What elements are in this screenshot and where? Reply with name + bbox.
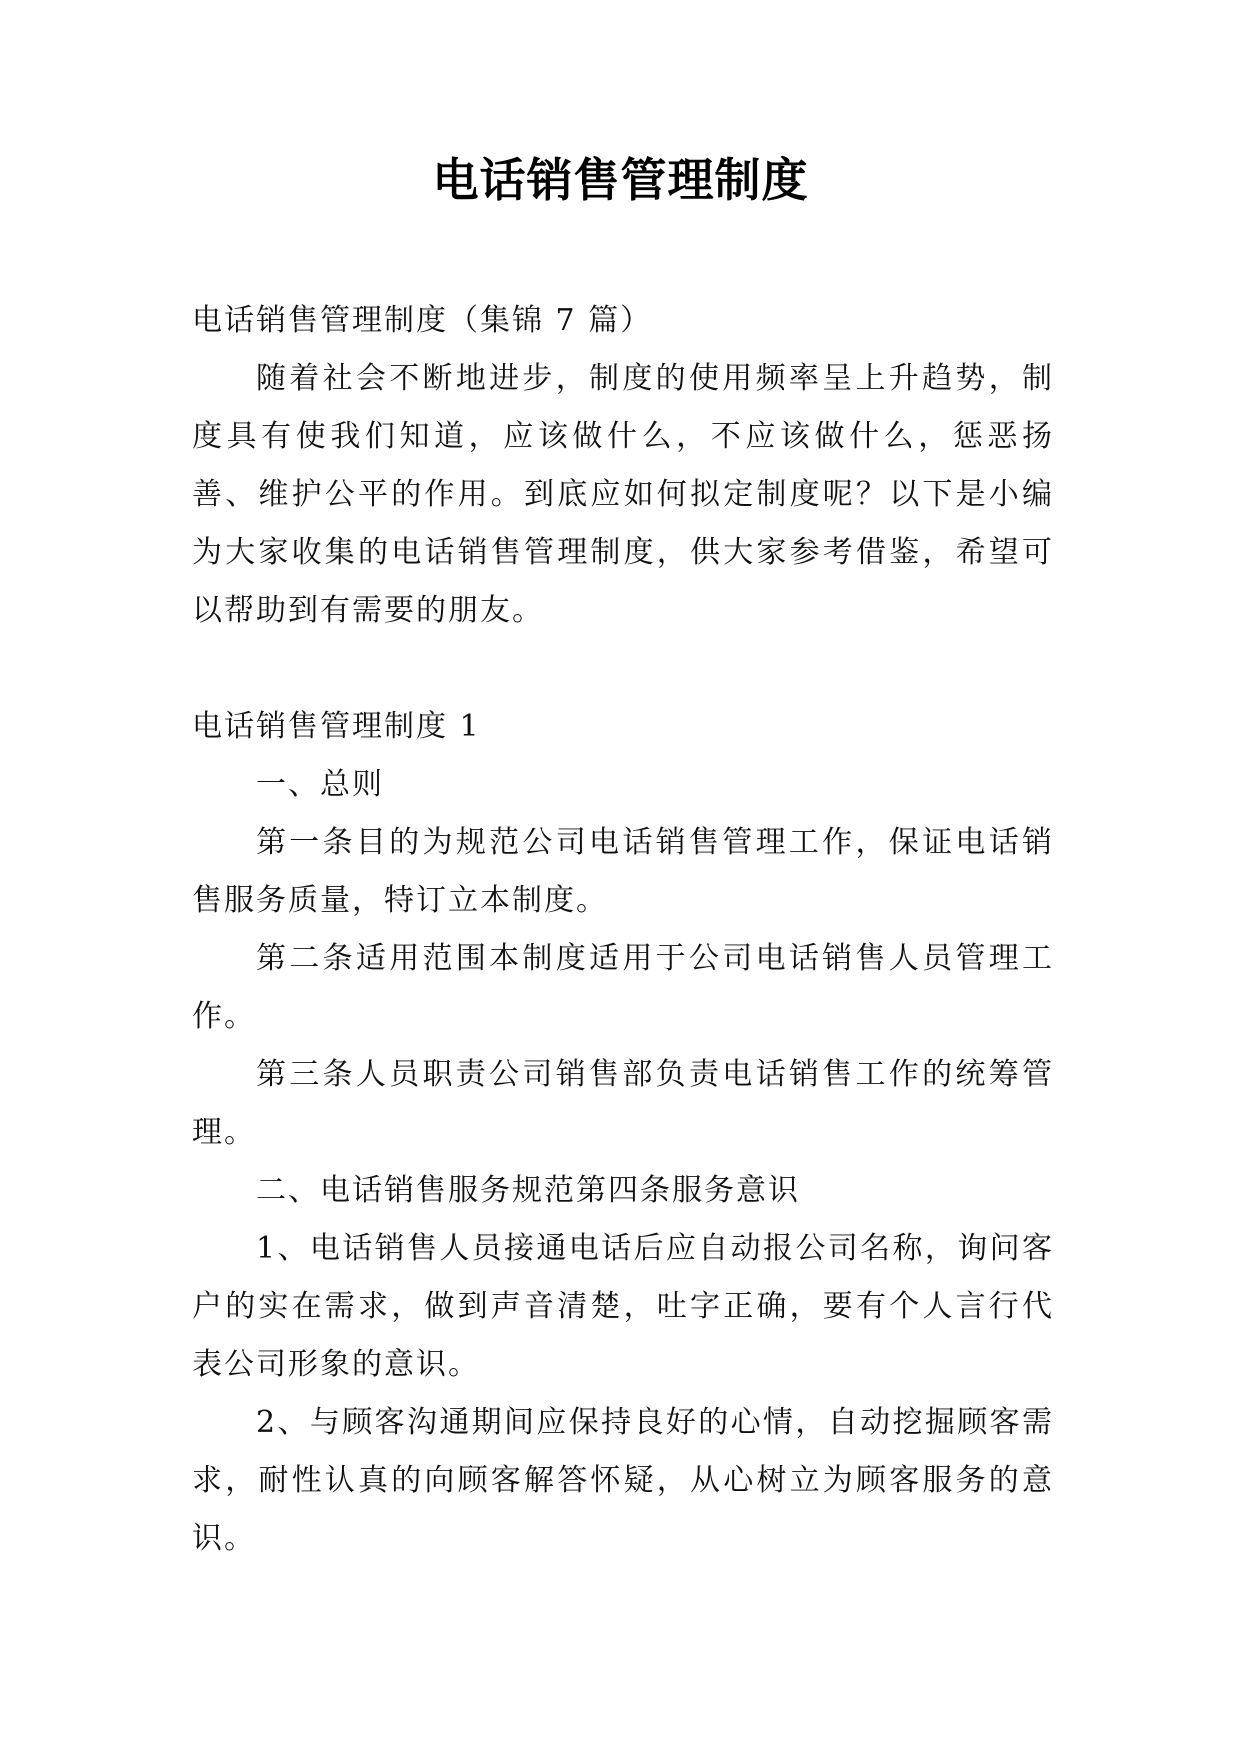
intro-paragraph: 随着社会不断地进步，制度的使用频率呈上升趋势，制度具有使我们知道，应该做什么，不应该做什么，惩恶扬善、维护公平的作用。到底应如何拟定制度呢？以下是小编为大家收集的电话销售管理制度，供大家参考借鉴，希望可以帮助到有需要的朋友。	[192, 361, 1054, 628]
section-spacer	[192, 640, 1054, 698]
document-title: 电话销售管理制度	[432, 153, 809, 207]
item-2-paragraph: 2、与顾客沟通期间应保持良好的心情，自动挖掘顾客需求，耐性认真的向顾客解答怀疑，从心树立为顾客服务的意识。	[192, 1405, 1054, 1556]
document-body	[192, 292, 1054, 1568]
chapter-heading-general: 一、总则	[256, 767, 384, 802]
item-1-paragraph: 1、电话销售人员接通电话后应自动报公司名称，询问客户的实在需求，做到声音清楚，吐字正确，要有个人言行代表公司形象的意识。	[192, 1231, 1054, 1382]
document-subtitle: 电话销售管理制度（集锦 7 篇）	[192, 303, 653, 338]
chapter-heading-service: 二、电话销售服务规范第四条服务意识	[256, 1173, 800, 1208]
article-1-paragraph: 第一条目的为规范公司电话销售管理工作，保证电话销售服务质量，特订立本制度。	[192, 825, 1054, 918]
article-2-paragraph: 第二条适用范围本制度适用于公司电话销售人员管理工作。	[192, 941, 1054, 1034]
article-3-paragraph: 第三条人员职责公司销售部负责电话销售工作的统筹管理。	[192, 1057, 1054, 1150]
section-heading: 电话销售管理制度 1	[192, 709, 481, 744]
